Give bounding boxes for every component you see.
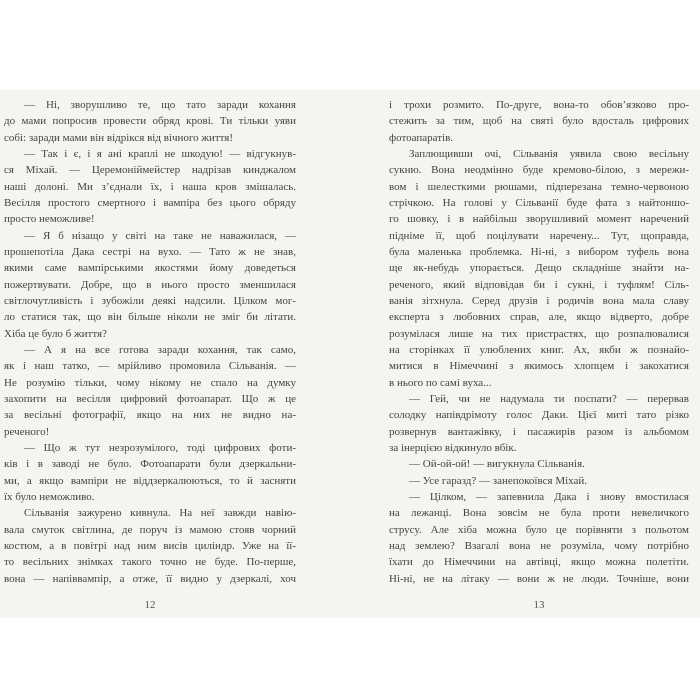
text-line: Заплющивши очі, Сільванія уявила свою весільну xyxy=(409,147,689,160)
right-page-text-column xyxy=(389,97,689,587)
text-line: і трохи розмито. По-друге, вона-то обов’язково про- xyxy=(389,99,689,111)
text-line: захопити на весілля цифровий фотоапарат. Що ж це xyxy=(4,392,296,405)
text-line: на лежанці. Вона зовсім не була проти невеличкого xyxy=(389,507,689,520)
text-line: вала смуток світлина, де поруч із мамою стояв чорний xyxy=(4,523,296,536)
text-line: вом і шелесткими рюшами, підперезана темно-червоною xyxy=(389,180,689,193)
text-line: — Ні, зворушливо те, що тато заради кохання xyxy=(24,99,296,111)
text-line: якими саме вампірськими якостями йому доведеться xyxy=(4,262,296,275)
text-line: фотоапаратів. xyxy=(389,131,454,144)
left-page-text-column xyxy=(4,97,296,587)
text-line: Хіба це було б життя? xyxy=(4,327,107,340)
text-line: на сторінках її улюблених книг. Ах, якби ж познайо- xyxy=(389,343,689,356)
text-line: — Цілком, — запевнила Дака і знову вмостилася xyxy=(409,490,689,503)
text-line: ще як-небудь упорається. Дещо складніше знайти на- xyxy=(389,262,689,275)
text-line: ся Міхай. — Церемоніймейстер надрізав кинджалом xyxy=(4,164,296,177)
text-line: ків і в заводі не було. Фотоапарати були дзеркальни- xyxy=(4,458,296,471)
text-line: пожертвувати. Добре, що в нього просто зменшилася xyxy=(4,278,296,291)
text-line: солодку напівдрімоту голос Даки. Цієї миті тато різко xyxy=(389,409,689,422)
text-line: — Що ж тут незрозумілого, тоді цифрових фоти- xyxy=(24,441,296,454)
text-line: го шовку, і в найбільш зворушливий момент наречений xyxy=(389,213,689,226)
text-line: стрічкою. На голові у Сільванії буде фата з найтоншо- xyxy=(389,196,689,209)
text-line: Не розумію тільки, чому нікому не спало на думку xyxy=(4,376,296,389)
text-line: над землею? Взагалі вона не розуміла, чому потрібно xyxy=(389,539,689,552)
text-line: костюм, а в повітрі над ним висів циліндр. Уже на її- xyxy=(4,539,296,552)
text-line: їх було неможливо. xyxy=(4,490,95,503)
text-line: за весільні фотографії, якщо на них не видно на- xyxy=(4,409,296,422)
text-line: за інерцією відкинуло вбік. xyxy=(389,441,517,454)
text-line: сукню. Вона неодмінно буде кремово-білою, з мережи- xyxy=(389,164,689,177)
text-line: як і наш татко, — мрійливо промовила Сільванія. — xyxy=(4,360,296,373)
text-line: митися в Німеччині з якимось хлопцем і закохатися xyxy=(389,360,689,373)
text-line: то весільних знімках такого точно не буде. По-перше, xyxy=(4,556,296,569)
page-number-left: 12 xyxy=(144,599,156,611)
text-line: була маленька проблемка. Ні-ні, з вибором туфель вона xyxy=(389,245,689,258)
book-spread xyxy=(0,90,700,618)
text-line: Весілля простого смертного і вампіра без цього обряду xyxy=(4,196,296,209)
text-line: стежить за тим, щоб на святі було вдосталь цифрових xyxy=(389,115,689,128)
text-line: до мами попросив провести обряд крові. Ти тільки уяви xyxy=(4,115,296,128)
text-line: світлочутливість і зубожіли деякі надсили. Цілком мог- xyxy=(4,294,296,307)
text-line: — Гей, чи не надумала ти поспати? — перервав xyxy=(409,392,689,405)
text-line: — Так і є, і я ані краплі не шкодую! — відгукнув- xyxy=(24,147,296,160)
text-line: — Ой-ой-ой! — вигукнула Сільванія. xyxy=(409,458,585,471)
text-line: розумілася лише на тих пристрастях, що розпалювалися xyxy=(389,327,689,340)
text-line: ло статися так, що він більше ніколи не зміг би літати. xyxy=(4,311,296,324)
text-line: просто неможливе! xyxy=(4,213,95,226)
text-line: ванія зітхнула. Серед друзів і родичів вона мала славу xyxy=(389,294,689,307)
text-line: ми, а якщо вампіри не віддзеркалюються, то й засняти xyxy=(4,474,296,487)
text-line: їхати до Німеччини на автівці, якщо можна полетіти. xyxy=(389,556,689,569)
text-line: в нього по самі вуха... xyxy=(389,376,492,389)
text-line: прошепотіла Дака сестрі на вухо. — Тато ж не знав, xyxy=(4,245,296,258)
text-line: Сільванія зажурено кивнула. На неї завжди навію- xyxy=(24,507,296,520)
text-line: реченого, який відповідав би і сукні, і туфлям! Сіль- xyxy=(389,278,689,291)
page-number-right: 13 xyxy=(533,599,545,611)
text-line: струсу. Але хіба можна було це порівняти з польотом xyxy=(389,523,689,536)
text-line: собі: заради мами він відрікся від вічного життя! xyxy=(4,131,234,144)
text-line: розвернув вантажівку, і пасажирів разом із альбомом xyxy=(389,425,689,438)
text-line: підніме її, щоб поцілувати наречену... Тут, щоправда, xyxy=(389,229,689,242)
text-line: — А я на все готова заради кохання, так само, xyxy=(24,343,296,356)
text-line: реченого! xyxy=(4,425,50,438)
text-line: наші долоні. Ми з’єднали їх, і наша кров змішалась. xyxy=(4,180,296,193)
text-line: Ні-ні, не на літаку — вони ж не люди. Точніше, вони xyxy=(389,572,689,585)
text-line: — Я б нізащо у світі на таке не наважилася, — xyxy=(24,229,296,242)
text-line: вона — напіввампір, а отже, її видно у дзеркалі, хоч xyxy=(4,572,296,585)
text-line: — Усе гаразд? — занепокоївся Міхай. xyxy=(409,474,588,487)
text-line: експерта з любовних справ, але, якщо відверто, добре xyxy=(389,311,689,324)
